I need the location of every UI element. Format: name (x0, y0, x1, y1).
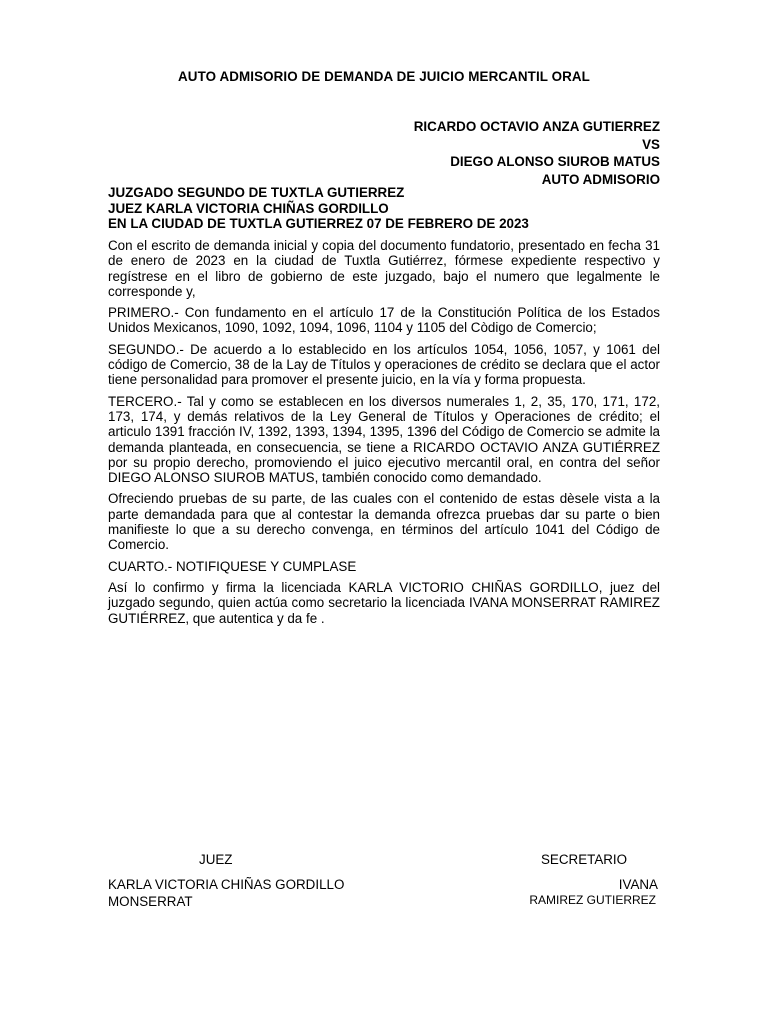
judge-signature-label: JUEZ (199, 852, 233, 867)
judge-signature-name: KARLA VICTORIA CHIÑAS GORDILLO (108, 877, 345, 892)
document-title: AUTO ADMISORIO DE DEMANDA DE JUICIO MERCANTIL ORAL (178, 69, 590, 84)
parties-block (414, 118, 660, 188)
paragraph-tercero: TERCERO.- Tal y como se establecen en los diversos numerales 1, 2, 35, 170, 171, 172, 173, 174, y demás relativos de la Ley General de Títulos y Operaciones de crédito; el articulo 1391 fracción IV, 1392, 1393, 1394, 1395, 1396 del Código de Comercio se admite la demanda planteada, en consecuencia, se tiene a RICARDO OCTAVIO ANZA GUTIÉRREZ por su propio derecho, promoviendo el juico ejecutivo mercantil oral, en contra del señor DIEGO ALONSO SIUROB MATUS, también conocido como demandado. (108, 393, 660, 486)
secretary-signature-name: IVANA (618, 877, 658, 892)
paragraph-intro: Con el escrito de demanda inicial y copia del documento fundatorio, presentado en fecha 31 de enero de 2023 en la ciudad de Tuxtla Gutiérrez, fórmese expediente respectivo y regístrese en el libro de gobierno de este juzgado, bajo el numero que legalmente le corresponde y, (108, 238, 660, 299)
paragraph-segundo: SEGUNDO.- De acuerdo a lo establecido en los artículos 1054, 1056, 1057, y 1061 del código de Comercio, 38 de la Lay de Títulos y operaciones de crédito se declara que el actor tiene personalidad para promover el presente juicio, en la vía y forma propuesta. (108, 341, 660, 388)
paragraph-closing: Así lo confirmo y firma la licenciada KARLA VICTORIO CHIÑAS GORDILLO, juez del juzgado segundo, quien actúa como secretario la licenciada IVANA MONSERRAT RAMIREZ GUTIÉRREZ, que autentica y da fe . (108, 579, 660, 626)
defendant-name: DIEGO ALONSO SIUROB MATUS (450, 154, 660, 169)
versus-label: VS (642, 136, 660, 152)
court-name: JUZGADO SEGUNDO DE TUXTLA GUTIERREZ (108, 185, 405, 200)
paragraph-cuarto: CUARTO.- NOTIFIQUESE Y CUMPLASE (108, 558, 357, 574)
secretary-signature-label: SECRETARIO (541, 852, 628, 867)
secretary-signature-name-line2: RAMIREZ GUTIERREZ (529, 893, 656, 907)
document-body (108, 238, 660, 632)
paragraph-primero: PRIMERO.- Con fundamento en el artículo 17 de la Constitución Política de los Estados Unidos Mexicanos, 1090, 1092, 1094, 1096, 1104 y 1105 del Còdigo de Comercio; (108, 305, 660, 336)
document-type-label: AUTO ADMISORIO (541, 171, 660, 187)
judge-name: JUEZ KARLA VICTORIA CHIÑAS GORDILLO (108, 200, 389, 216)
place-date: EN LA CIUDAD DE TUXTLA GUTIERREZ 07 DE FEBRERO DE 2023 (108, 216, 529, 231)
court-block (108, 185, 529, 232)
judge-signature-name-line2: MONSERRAT (108, 894, 193, 909)
plaintiff-name: RICARDO OCTAVIO ANZA GUTIERREZ (413, 119, 660, 134)
paragraph-pruebas: Ofreciendo pruebas de su parte, de las cuales con el contenido de estas dèsele vista a la parte demandada para que al contestar la demanda ofrezca pruebas dar su parte o bien manifieste lo que a su derecho convenga, en términos del artículo 1041 del Código de Comercio. (108, 491, 660, 553)
